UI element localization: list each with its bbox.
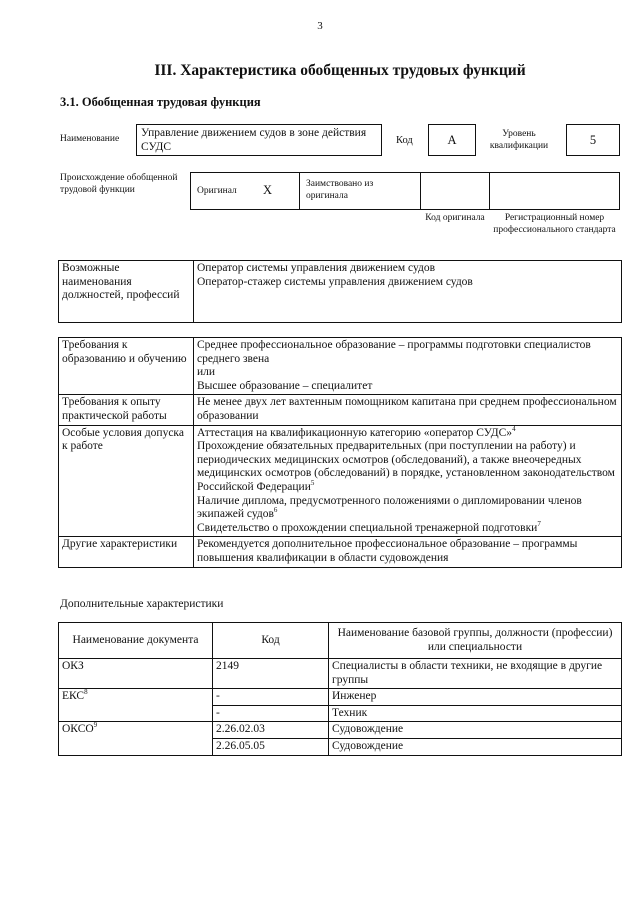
column-header: Наименование документа: [59, 623, 213, 659]
subsection-title: 3.1. Обобщенная трудовая функция: [60, 95, 261, 109]
requirement-line: Прохождение обязательных предварительных (при поступлении на работу) и периодических медицинских осмотров (обследований), а также внеочередных медицинских осмотров (обследований) в порядке, установленном законодательством Российской Федерации$^5$: [197, 440, 615, 493]
requirement-line: Высшее образование – специалитет: [197, 379, 373, 392]
footnote-ref: 9: [93, 721, 98, 730]
requirement-line: Свидетельство о прохождении специальной тренажерной подготовки$^7$: [197, 519, 541, 534]
code-label: Код: [396, 135, 413, 146]
additional-table: [58, 622, 622, 756]
requirement-row-admission: [59, 425, 622, 537]
doc-cell: ЕКС$^8$: [59, 689, 213, 722]
position-item: Оператор-стажер системы управления движением судов: [197, 275, 473, 288]
doc-cell: ОКЗ: [59, 659, 213, 689]
requirement-row-other: [59, 537, 622, 567]
column-header: Наименование базовой группы, должности (профессии) или специальности: [329, 623, 622, 659]
footnote-ref: 6: [273, 506, 278, 515]
requirement-label: Особые условия допуска к работе: [59, 425, 194, 537]
requirement-row-education: [59, 338, 622, 395]
code-cell: 2.26.05.05: [213, 738, 329, 755]
footnote-ref: 5: [310, 479, 315, 488]
requirement-line: Наличие диплома, предусмотренного положениями о дипломировании членов экипажей судов$^6$: [197, 494, 582, 521]
requirement-line: Рекомендуется дополнительное профессиональное образование – программы повышения квалификации в области судовождения: [197, 538, 578, 564]
doc-cell: ОКСО$^9$: [59, 722, 213, 755]
original-label: Оригинал: [197, 186, 237, 196]
positions-values: [194, 261, 622, 323]
position-item: Оператор системы управления движением судов: [197, 262, 436, 274]
code-cell: 2149: [213, 659, 329, 689]
level-label: Уровень квалификации: [489, 129, 549, 151]
level-value: 5: [566, 124, 620, 156]
requirement-line: Среднее профессиональное образование – программы подготовки специалистов среднего звена: [197, 339, 591, 365]
table-header-row: [59, 623, 622, 659]
borrowed-label: Заимствовано из оригинала: [306, 179, 374, 201]
code-original-caption: Код оригинала: [425, 213, 485, 223]
requirements-table: [58, 337, 622, 568]
requirement-line: Аттестация на квалификационную категорию «оператор СУДС»$^4$: [197, 424, 516, 439]
name-cell: Судовождение: [329, 722, 622, 739]
table-row: [59, 689, 622, 706]
name-cell: Специалисты в области техники, не входящие в другие группы: [329, 659, 622, 689]
original-mark: X: [263, 183, 273, 197]
code-value: A: [428, 124, 476, 156]
requirement-label: Другие характеристики: [59, 537, 194, 567]
borrowed-cell: [299, 172, 421, 210]
requirement-line: Не менее двух лет вахтенным помощником капитана при среднем профессиональном образовании: [197, 396, 617, 422]
origin-label: Происхождение обобщенной трудовой функции: [60, 173, 178, 195]
footnote-ref: 7: [537, 519, 541, 528]
positions-table: [58, 260, 622, 323]
name-cell: Инженер: [329, 689, 622, 706]
requirement-row-experience: [59, 395, 622, 425]
positions-label: Возможные наименования должностей, профессий: [59, 261, 194, 323]
column-header: Код: [213, 623, 329, 659]
name-label: Наименование: [60, 134, 120, 144]
reg-number-caption: Регистрационный номер профессионального стандарта: [493, 213, 616, 235]
additional-title: Дополнительные характеристики: [60, 598, 224, 610]
function-name-field: Управление движением судов в зоне действия СУДС: [136, 124, 382, 156]
original-cell: [190, 172, 300, 210]
requirement-line: или: [197, 366, 216, 379]
name-cell: Судовождение: [329, 738, 622, 755]
code-cell: 2.26.02.03: [213, 722, 329, 739]
footnote-ref: 4: [512, 424, 516, 433]
code-cell: -: [213, 689, 329, 706]
table-row: [59, 659, 622, 689]
section-title: III. Характеристика обобщенных трудовых функций: [154, 62, 526, 79]
reg-number-cell: [489, 172, 620, 210]
footnote-ref: 8: [84, 688, 88, 697]
code-original-cell: [420, 172, 490, 210]
requirement-label: Требования к опыту практической работы: [59, 395, 194, 425]
table-row: [59, 722, 622, 739]
page-number: 3: [317, 20, 323, 32]
code-cell: -: [213, 705, 329, 722]
name-cell: Техник: [329, 705, 622, 722]
requirement-label: Требования к образованию и обучению: [59, 338, 194, 395]
